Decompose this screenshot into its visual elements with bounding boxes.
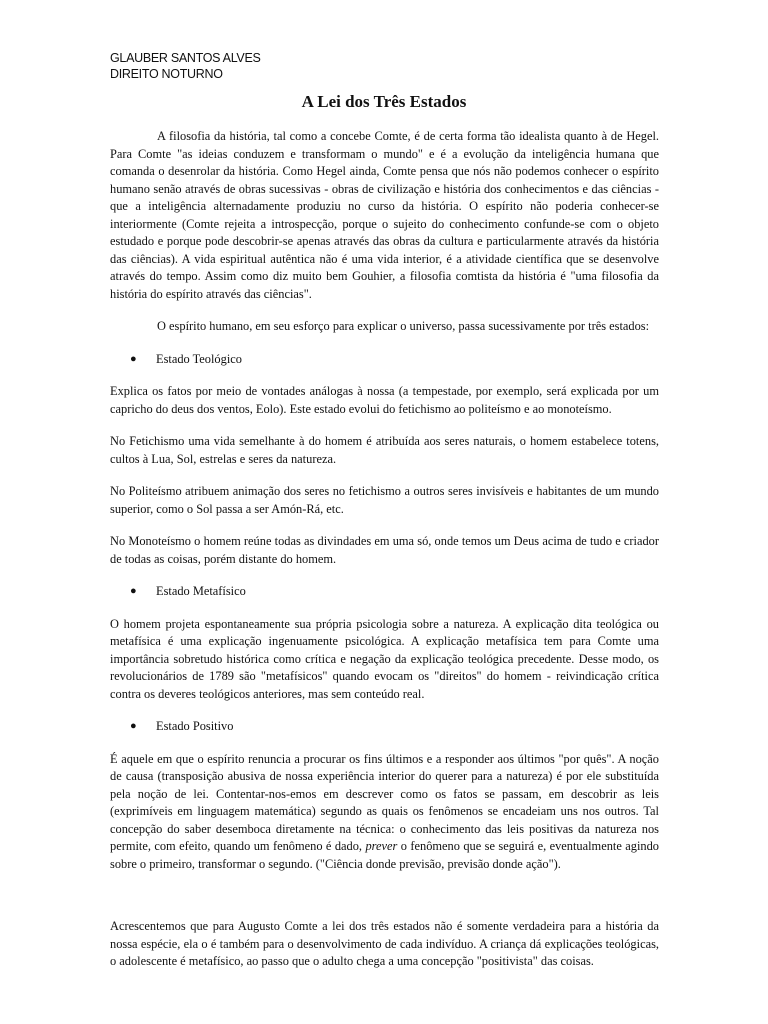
author-block [110, 50, 261, 82]
paragraph-monoteismo: No Monoteísmo o homem reúne todas as divindades em uma só, onde temos um Deus acima de tudo e criador de todas as coisas, porém distante do homem. [110, 534, 659, 566]
bullet-item-teologico [110, 351, 659, 369]
paragraph-conclusion: Acrescentemos que para Augusto Comte a lei dos três estados não é somente verdadeira para a história da nossa espécie, ela o é também para o desenvolvimento de cada indivíduo. A criança dá explicações teológicas, o adolescente é metafísico, ao passo que o adulto chega a uma concepção "positivista" das coisas. [110, 919, 659, 968]
paragraph-fetichismo: No Fetichismo uma vida semelhante à do homem é atribuída aos seres naturais, o homem estabelece totens, cultos à Lua, Sol, estrelas e seres da natureza. [110, 434, 659, 466]
paragraph-intro: A filosofia da história, tal como a concebe Comte, é de certa forma tão idealista quanto à de Hegel. Para Comte "as ideias conduzem e transformam o mundo" e é a evolução da inteligência humana que comanda o desenrolar da história. Como Hegel ainda, Comte pensa que nós não podemos conhecer o espírito humano senão através de obras sucessivas - obras de civilização e história dos conhecimentos e das ciências - que a inteligência alternadamente produziu no curso da história. O espírito não poderia conhecer-se interiormente (Comte rejeita a introspecção, porque o sujeito do conhecimento confunde-se com o objeto estudado e porque pode descobrir-se apenas através das obras da cultura e particularmente através da história das ciências). A vida espiritual autêntica não é uma vida interior, é a atividade científica que se desenvolve através do tempo. Assim como diz muito bem Gouhier, a filosofia comtista da história é "uma filosofia da história do espírito através das ciências". [110, 129, 659, 301]
paragraph-positivo [110, 751, 659, 874]
bullet-label: Estado Positivo [156, 719, 234, 733]
paragraph-politeismo: No Politeísmo atribuem animação dos seres no fetichismo a outros seres invisíveis e habitantes de um mundo superior, como o Sol passa a ser Amón-Rá, etc. [110, 484, 659, 516]
author-name: GLAUBER SANTOS ALVES [110, 51, 261, 65]
document-title: A Lei dos Três Estados [301, 92, 467, 111]
paragraph-metafisico: O homem projeta espontaneamente sua própria psicologia sobre a natureza. A explicação dita teológica ou metafísica é uma explicação ingenuamente psicológica. A explicação metafísica tem para Comte uma importância sobretudo histórica como crítica e negação da explicação teológica precedente. Desse modo, os revolucionários de 1789 são "metafísicos" quando evocam os "direitos" do homem - reivindicação crítica contra os deveres teológicos anteriores, mas sem conteúdo real. [110, 616, 659, 701]
document-body [110, 128, 659, 986]
paragraph-three-states: O espírito humano, em seu esforço para explicar o universo, passa sucessivamente por três estados: [157, 319, 650, 333]
bullet-item-positivo [110, 718, 659, 736]
bullet-icon: ● [130, 585, 137, 597]
bullet-icon: ● [130, 352, 137, 365]
bullet-item-metafisico [110, 583, 659, 601]
paragraph-positivo-part1: É aquele em que o espírito renuncia a procurar os fins últimos e a responder aos últimos "por quês". A noção de causa (transposição abusiva de nossa experiência interior do querer para a natureza) é por ele substituída pela noção de lei. Contentar-nos-emos em descrever como os fatos se passam, em descobrir as leis (exprimíveis em linguagem matemática) segundo as quais os fenômenos se encadeiam uns nos outros. Tal concepção do saber desemboca diretamente na técnica: o conhecimento das leis positivas da natureza nos permite, com efeito, quando um fenômeno é dado, [110, 751, 659, 853]
paragraph-teologico: Explica os fatos por meio de vontades análogas à nossa (a tempestade, por exemplo, será explicada por um capricho do deus dos ventos, Eolo). Este estado evolui do fetichismo ao politeísmo e ao monoteísmo. [110, 384, 659, 416]
bullet-icon: ● [130, 720, 137, 732]
blank-space [110, 888, 659, 918]
bullet-label: Estado Teológico [156, 351, 242, 366]
course-name: DIREITO NOTURNO [110, 67, 223, 81]
paragraph-positivo-part2: o fenômeno que se seguirá e, eventualmente agindo sobre o primeiro, transformar o segundo. ("Ciência donde previsão, previsão donde ação"). [110, 839, 659, 871]
emphasis-prever: prever [365, 839, 398, 853]
bullet-label: Estado Metafísico [156, 584, 246, 598]
